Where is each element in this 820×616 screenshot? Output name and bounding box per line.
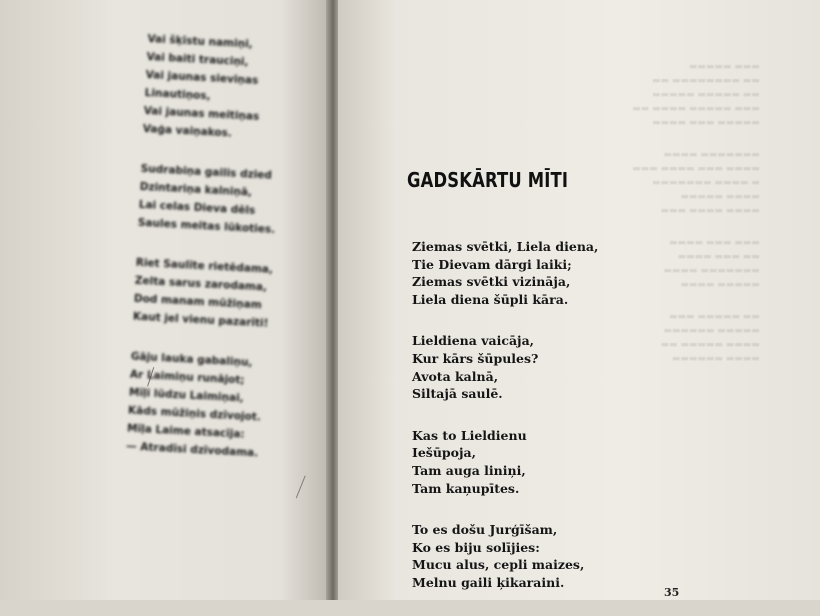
poem-line: Liela diena šūpli kāra. — [412, 291, 569, 307]
poem-line: Linautiņos, — [144, 86, 211, 103]
poem-line: Ziemas svētki vizināja, — [412, 274, 571, 290]
poem-line: Lieldiena vaicāja, — [412, 333, 535, 349]
poem-line: Lai celas Dieva dēls — [138, 198, 256, 217]
left-stanza — [142, 30, 322, 147]
poem-line: Vai šķīstu namiņi, — [147, 32, 253, 51]
poem-line: Kur kārs šūpules? — [412, 350, 539, 366]
poem-line: Zelta sarus zarodama, — [134, 274, 268, 294]
left-stanza — [137, 160, 316, 241]
poem-line: Kas to Lieldienu — [412, 427, 527, 443]
poem-line: Tam auga liniņi, — [412, 462, 526, 478]
poem-line: Kāds mūžiņis dzīvojot. — [127, 404, 262, 424]
poem-line: Tam kaņupītes. — [412, 480, 520, 496]
left-stanza — [133, 254, 312, 335]
right-stanza — [412, 427, 712, 497]
show-through-text: ▬▬▬ ▬▬▬▬▬ ▬▬ ▬▬▬▬▬▬▬▬ ▬▬ ▬▬ ▬▬▬▬▬ ▬▬▬▬▬ ▬▬▬ ▬▬▬▬▬ ▬▬▬▬ ▬▬ ▬▬▬▬▬ ▬▬▬ ▬▬▬▬ ▬▬▬▬▬▬▬ ▬▬▬▬ ▬▬▬▬ ▬▬▬ ▬▬▬▬ ▬▬▬ ▬ ▬▬▬▬ ▬▬▬▬▬▬▬ ▬▬▬▬ ▬▬▬▬▬ ▬▬▬▬ ▬▬▬▬ ▬▬▬ ▬▬▬ ▬▬▬ ▬▬▬▬ ▬▬ ▬▬▬ ▬▬▬▬ ▬▬▬▬▬▬▬ ▬▬▬▬ ▬▬▬▬▬ ▬▬▬▬ ▬▬ ▬▬▬▬▬ ▬▬▬ ▬▬▬▬▬ ▬▬▬▬▬▬ ▬▬▬▬ ▬▬▬▬▬ ▬▬ ▬▬▬▬ ▬▬▬▬▬▬ — [632, 62, 760, 364]
right-stanza — [412, 521, 712, 591]
right-stanza — [412, 332, 712, 402]
poem-line: Gāju lauka gabaliņu, — [130, 350, 253, 369]
poem-line: Mucu alus, cepli maizes, — [412, 557, 585, 573]
right-page-poem — [412, 238, 712, 616]
poem-line: Iešūpoja, — [412, 445, 476, 461]
poem-line: Siltajā saulē. — [412, 386, 503, 402]
poem-line: Mīļa Laime atsacīja: — [126, 422, 245, 441]
poem-line: Ko es biju solījies: — [412, 539, 540, 555]
poem-line: Saules meitas lūkoties. — [137, 216, 276, 236]
section-title: GADSKĀRTU MĪTI — [407, 168, 569, 192]
poem-line: Mīļi lūdzu Laimiņai, — [128, 386, 244, 405]
poem-line: Avota kalnā, — [412, 368, 499, 384]
poem-line: Ar Laimiņu runājot; — [129, 368, 245, 387]
poem-line: Dzintariņa kalniņā, — [139, 180, 253, 199]
left-page-poem — [125, 30, 323, 487]
poem-line: Vai jaunas sieviņas — [145, 68, 259, 87]
poem-line: — Atradīsi dzīvodama. — [125, 440, 259, 460]
left-stanza — [126, 348, 306, 465]
poem-line: Ziemas svētki, Liela diena, — [412, 239, 599, 254]
poem-line: Dod manam mūžiņam — [133, 292, 262, 312]
page-number: 35 — [664, 586, 680, 599]
poem-line: Riet Saulīte rietēdama, — [135, 256, 274, 276]
poem-line: Kaut jel vienu pazarīti! — [132, 310, 269, 330]
poem-line: Melnu gaili ķikaraini. — [412, 574, 565, 590]
poem-line: Sudrabiņa gailis dzied — [140, 162, 273, 182]
poem-line: To es došu Jurģīšam, — [412, 522, 558, 538]
poem-line: Tie Dievam dārgi laiki; — [412, 256, 572, 272]
poem-line: Vai baiti trauciņi, — [146, 50, 249, 69]
right-stanza — [412, 238, 712, 308]
poem-line: Vai jaunas meitiņas — [143, 104, 260, 123]
poem-line: Vaģa vaiņakos. — [142, 122, 233, 140]
